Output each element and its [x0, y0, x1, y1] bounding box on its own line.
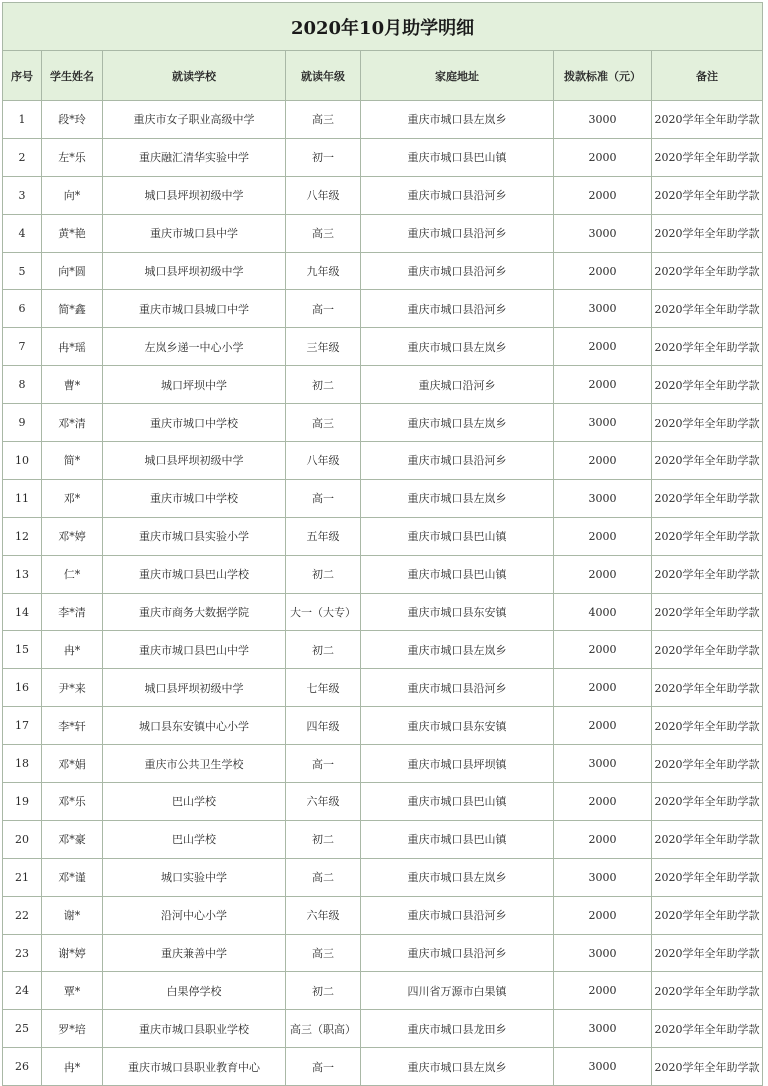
- cell-amount: 2000: [554, 252, 652, 290]
- cell-student-name: 谢*婷: [42, 934, 103, 972]
- table-row: [3, 669, 763, 707]
- table-row: [3, 745, 763, 783]
- cell-amount: 2000: [554, 517, 652, 555]
- cell-amount: 2000: [554, 669, 652, 707]
- cell-school: 巴山学校: [103, 783, 286, 821]
- cell-remark: 2020学年全年助学款: [652, 820, 763, 858]
- cell-remark: 2020学年全年助学款: [652, 555, 763, 593]
- cell-student-name: 左*乐: [42, 138, 103, 176]
- cell-grade: 高二: [286, 858, 361, 896]
- cell-home-address: 重庆市城口县巴山镇: [361, 783, 554, 821]
- cell-student-name: 仁*: [42, 555, 103, 593]
- cell-grade: 八年级: [286, 176, 361, 214]
- cell-home-address: 重庆市城口县沿河乡: [361, 176, 554, 214]
- cell-grade: 六年级: [286, 896, 361, 934]
- cell-school: 巴山学校: [103, 820, 286, 858]
- cell-student-name: 冉*: [42, 1048, 103, 1086]
- cell-grade: 初二: [286, 972, 361, 1010]
- cell-school: 重庆兼善中学: [103, 934, 286, 972]
- cell-remark: 2020学年全年助学款: [652, 404, 763, 442]
- cell-school: 重庆市公共卫生学校: [103, 745, 286, 783]
- table-row: [3, 934, 763, 972]
- cell-student-name: 邓*婷: [42, 517, 103, 555]
- cell-student-name: 向*: [42, 176, 103, 214]
- cell-grade: 初二: [286, 555, 361, 593]
- table-row: [3, 783, 763, 821]
- header-remark: 备注: [652, 51, 763, 101]
- table-row: [3, 631, 763, 669]
- table-row: [3, 555, 763, 593]
- cell-grade: 高一: [286, 745, 361, 783]
- cell-school: 重庆市城口县实验小学: [103, 517, 286, 555]
- cell-school: 城口县坪坝初级中学: [103, 176, 286, 214]
- cell-home-address: 重庆市城口县龙田乡: [361, 1010, 554, 1048]
- cell-amount: 2000: [554, 442, 652, 480]
- cell-student-name: 尹*来: [42, 669, 103, 707]
- cell-school: 重庆市城口中学校: [103, 404, 286, 442]
- cell-home-address: 重庆城口沿河乡: [361, 366, 554, 404]
- cell-amount: 2000: [554, 820, 652, 858]
- header-amount: 拨款标准（元）: [554, 51, 652, 101]
- aid-details-sheet: [2, 2, 762, 1082]
- cell-index: 14: [3, 593, 42, 631]
- cell-home-address: 重庆市城口县巴山镇: [361, 517, 554, 555]
- cell-index: 18: [3, 745, 42, 783]
- cell-amount: 3000: [554, 101, 652, 139]
- table-row: [3, 707, 763, 745]
- cell-amount: 2000: [554, 896, 652, 934]
- cell-student-name: 邓*清: [42, 404, 103, 442]
- cell-index: 26: [3, 1048, 42, 1086]
- cell-amount: 3000: [554, 290, 652, 328]
- cell-amount: 2000: [554, 783, 652, 821]
- cell-school: 左岚乡递一中心小学: [103, 328, 286, 366]
- cell-amount: 4000: [554, 593, 652, 631]
- cell-index: 7: [3, 328, 42, 366]
- cell-school: 城口县坪坝初级中学: [103, 669, 286, 707]
- cell-school: 重庆市城口县职业教育中心: [103, 1048, 286, 1086]
- cell-remark: 2020学年全年助学款: [652, 858, 763, 896]
- cell-index: 10: [3, 442, 42, 480]
- table-row: [3, 290, 763, 328]
- cell-grade: 高三: [286, 214, 361, 252]
- cell-student-name: 冉*瑶: [42, 328, 103, 366]
- cell-index: 8: [3, 366, 42, 404]
- cell-index: 1: [3, 101, 42, 139]
- cell-grade: 初二: [286, 631, 361, 669]
- cell-student-name: 李*清: [42, 593, 103, 631]
- cell-index: 23: [3, 934, 42, 972]
- cell-home-address: 重庆市城口县沿河乡: [361, 214, 554, 252]
- table-row: [3, 252, 763, 290]
- cell-grade: 初二: [286, 820, 361, 858]
- cell-index: 21: [3, 858, 42, 896]
- cell-amount: 2000: [554, 707, 652, 745]
- header-home-address: 家庭地址: [361, 51, 554, 101]
- cell-school: 重庆市城口县巴山学校: [103, 555, 286, 593]
- cell-index: 24: [3, 972, 42, 1010]
- header-grade: 就读年级: [286, 51, 361, 101]
- cell-school: 城口坪坝中学: [103, 366, 286, 404]
- cell-home-address: 重庆市城口县左岚乡: [361, 1048, 554, 1086]
- cell-home-address: 四川省万源市白果镇: [361, 972, 554, 1010]
- cell-school: 重庆市城口县巴山中学: [103, 631, 286, 669]
- cell-index: 6: [3, 290, 42, 328]
- cell-index: 3: [3, 176, 42, 214]
- cell-remark: 2020学年全年助学款: [652, 1010, 763, 1048]
- cell-remark: 2020学年全年助学款: [652, 896, 763, 934]
- cell-school: 白果停学校: [103, 972, 286, 1010]
- cell-grade: 高三: [286, 101, 361, 139]
- cell-index: 5: [3, 252, 42, 290]
- cell-grade: 七年级: [286, 669, 361, 707]
- cell-home-address: 重庆市城口县沿河乡: [361, 896, 554, 934]
- cell-remark: 2020学年全年助学款: [652, 669, 763, 707]
- cell-home-address: 重庆市城口县沿河乡: [361, 252, 554, 290]
- cell-remark: 2020学年全年助学款: [652, 972, 763, 1010]
- cell-home-address: 重庆市城口县左岚乡: [361, 101, 554, 139]
- table-row: [3, 820, 763, 858]
- cell-school: 重庆融汇清华实验中学: [103, 138, 286, 176]
- cell-remark: 2020学年全年助学款: [652, 707, 763, 745]
- cell-student-name: 谢*: [42, 896, 103, 934]
- table-row: [3, 972, 763, 1010]
- cell-grade: 高三: [286, 404, 361, 442]
- cell-school: 重庆市城口县中学: [103, 214, 286, 252]
- cell-home-address: 重庆市城口县东安镇: [361, 707, 554, 745]
- table-row: [3, 101, 763, 139]
- cell-amount: 2000: [554, 366, 652, 404]
- cell-school: 重庆市城口县职业学校: [103, 1010, 286, 1048]
- cell-student-name: 邓*娟: [42, 745, 103, 783]
- cell-remark: 2020学年全年助学款: [652, 631, 763, 669]
- cell-grade: 大一（大专）: [286, 593, 361, 631]
- table-row: [3, 896, 763, 934]
- cell-student-name: 简*: [42, 442, 103, 480]
- table-row: [3, 366, 763, 404]
- cell-student-name: 简*鑫: [42, 290, 103, 328]
- cell-remark: 2020学年全年助学款: [652, 745, 763, 783]
- cell-amount: 3000: [554, 858, 652, 896]
- cell-index: 13: [3, 555, 42, 593]
- table-row: [3, 176, 763, 214]
- cell-index: 16: [3, 669, 42, 707]
- cell-student-name: 罗*培: [42, 1010, 103, 1048]
- cell-remark: 2020学年全年助学款: [652, 1048, 763, 1086]
- cell-student-name: 段*玲: [42, 101, 103, 139]
- cell-school: 城口县坪坝初级中学: [103, 252, 286, 290]
- cell-home-address: 重庆市城口县左岚乡: [361, 631, 554, 669]
- table-title: 2020年10月助学明细: [3, 3, 763, 51]
- cell-index: 9: [3, 404, 42, 442]
- table-row: [3, 858, 763, 896]
- cell-student-name: 邓*豪: [42, 820, 103, 858]
- cell-grade: 高三（职高）: [286, 1010, 361, 1048]
- cell-amount: 3000: [554, 214, 652, 252]
- cell-grade: 八年级: [286, 442, 361, 480]
- cell-remark: 2020学年全年助学款: [652, 442, 763, 480]
- cell-amount: 3000: [554, 404, 652, 442]
- cell-amount: 2000: [554, 972, 652, 1010]
- cell-student-name: 邓*乐: [42, 783, 103, 821]
- cell-grade: 四年级: [286, 707, 361, 745]
- cell-home-address: 重庆市城口县沿河乡: [361, 934, 554, 972]
- table-row: [3, 517, 763, 555]
- cell-school: 重庆市城口中学校: [103, 479, 286, 517]
- cell-grade: 高一: [286, 1048, 361, 1086]
- cell-home-address: 重庆市城口县沿河乡: [361, 669, 554, 707]
- cell-remark: 2020学年全年助学款: [652, 214, 763, 252]
- cell-remark: 2020学年全年助学款: [652, 479, 763, 517]
- cell-amount: 3000: [554, 1010, 652, 1048]
- table-row: [3, 214, 763, 252]
- cell-index: 15: [3, 631, 42, 669]
- table-row: [3, 328, 763, 366]
- table-row: [3, 1010, 763, 1048]
- cell-school: 城口县东安镇中心小学: [103, 707, 286, 745]
- cell-index: 25: [3, 1010, 42, 1048]
- cell-remark: 2020学年全年助学款: [652, 252, 763, 290]
- cell-amount: 2000: [554, 328, 652, 366]
- cell-amount: 2000: [554, 176, 652, 214]
- cell-student-name: 李*轩: [42, 707, 103, 745]
- table-body: [3, 101, 763, 1086]
- cell-remark: 2020学年全年助学款: [652, 101, 763, 139]
- cell-remark: 2020学年全年助学款: [652, 138, 763, 176]
- cell-grade: 高一: [286, 290, 361, 328]
- header-student-name: 学生姓名: [42, 51, 103, 101]
- cell-index: 4: [3, 214, 42, 252]
- cell-home-address: 重庆市城口县沿河乡: [361, 290, 554, 328]
- cell-student-name: 黄*艳: [42, 214, 103, 252]
- cell-grade: 高一: [286, 479, 361, 517]
- cell-index: 20: [3, 820, 42, 858]
- header-index: 序号: [3, 51, 42, 101]
- cell-grade: 六年级: [286, 783, 361, 821]
- cell-remark: 2020学年全年助学款: [652, 366, 763, 404]
- cell-school: 沿河中心小学: [103, 896, 286, 934]
- cell-school: 城口实验中学: [103, 858, 286, 896]
- cell-school: 重庆市女子职业高级中学: [103, 101, 286, 139]
- cell-school: 城口县坪坝初级中学: [103, 442, 286, 480]
- aid-details-table: [2, 2, 763, 1086]
- cell-home-address: 重庆市城口县沿河乡: [361, 442, 554, 480]
- cell-index: 22: [3, 896, 42, 934]
- cell-index: 17: [3, 707, 42, 745]
- cell-amount: 3000: [554, 934, 652, 972]
- cell-home-address: 重庆市城口县左岚乡: [361, 858, 554, 896]
- cell-student-name: 曹*: [42, 366, 103, 404]
- cell-remark: 2020学年全年助学款: [652, 328, 763, 366]
- cell-student-name: 邓*谨: [42, 858, 103, 896]
- cell-grade: 高三: [286, 934, 361, 972]
- cell-remark: 2020学年全年助学款: [652, 176, 763, 214]
- cell-home-address: 重庆市城口县巴山镇: [361, 138, 554, 176]
- cell-remark: 2020学年全年助学款: [652, 517, 763, 555]
- cell-student-name: 覃*: [42, 972, 103, 1010]
- cell-amount: 3000: [554, 1048, 652, 1086]
- cell-home-address: 重庆市城口县左岚乡: [361, 479, 554, 517]
- cell-grade: 五年级: [286, 517, 361, 555]
- cell-home-address: 重庆市城口县左岚乡: [361, 328, 554, 366]
- cell-grade: 初二: [286, 366, 361, 404]
- cell-home-address: 重庆市城口县巴山镇: [361, 555, 554, 593]
- cell-grade: 九年级: [286, 252, 361, 290]
- cell-amount: 3000: [554, 479, 652, 517]
- cell-grade: 三年级: [286, 328, 361, 366]
- cell-school: 重庆市商务大数据学院: [103, 593, 286, 631]
- cell-home-address: 重庆市城口县左岚乡: [361, 404, 554, 442]
- header-school: 就读学校: [103, 51, 286, 101]
- cell-grade: 初一: [286, 138, 361, 176]
- cell-amount: 2000: [554, 631, 652, 669]
- table-row: [3, 1048, 763, 1086]
- cell-student-name: 向*圆: [42, 252, 103, 290]
- cell-remark: 2020学年全年助学款: [652, 783, 763, 821]
- cell-student-name: 冉*: [42, 631, 103, 669]
- cell-index: 11: [3, 479, 42, 517]
- cell-student-name: 邓*: [42, 479, 103, 517]
- cell-amount: 2000: [554, 138, 652, 176]
- table-row: [3, 479, 763, 517]
- cell-amount: 3000: [554, 745, 652, 783]
- cell-amount: 2000: [554, 555, 652, 593]
- cell-index: 19: [3, 783, 42, 821]
- table-row: [3, 442, 763, 480]
- cell-remark: 2020学年全年助学款: [652, 290, 763, 328]
- table-row: [3, 404, 763, 442]
- cell-index: 2: [3, 138, 42, 176]
- cell-index: 12: [3, 517, 42, 555]
- table-row: [3, 138, 763, 176]
- table-row: [3, 593, 763, 631]
- cell-home-address: 重庆市城口县坪坝镇: [361, 745, 554, 783]
- cell-home-address: 重庆市城口县巴山镇: [361, 820, 554, 858]
- cell-home-address: 重庆市城口县东安镇: [361, 593, 554, 631]
- cell-school: 重庆市城口县城口中学: [103, 290, 286, 328]
- cell-remark: 2020学年全年助学款: [652, 593, 763, 631]
- cell-remark: 2020学年全年助学款: [652, 934, 763, 972]
- header-row: [3, 51, 763, 101]
